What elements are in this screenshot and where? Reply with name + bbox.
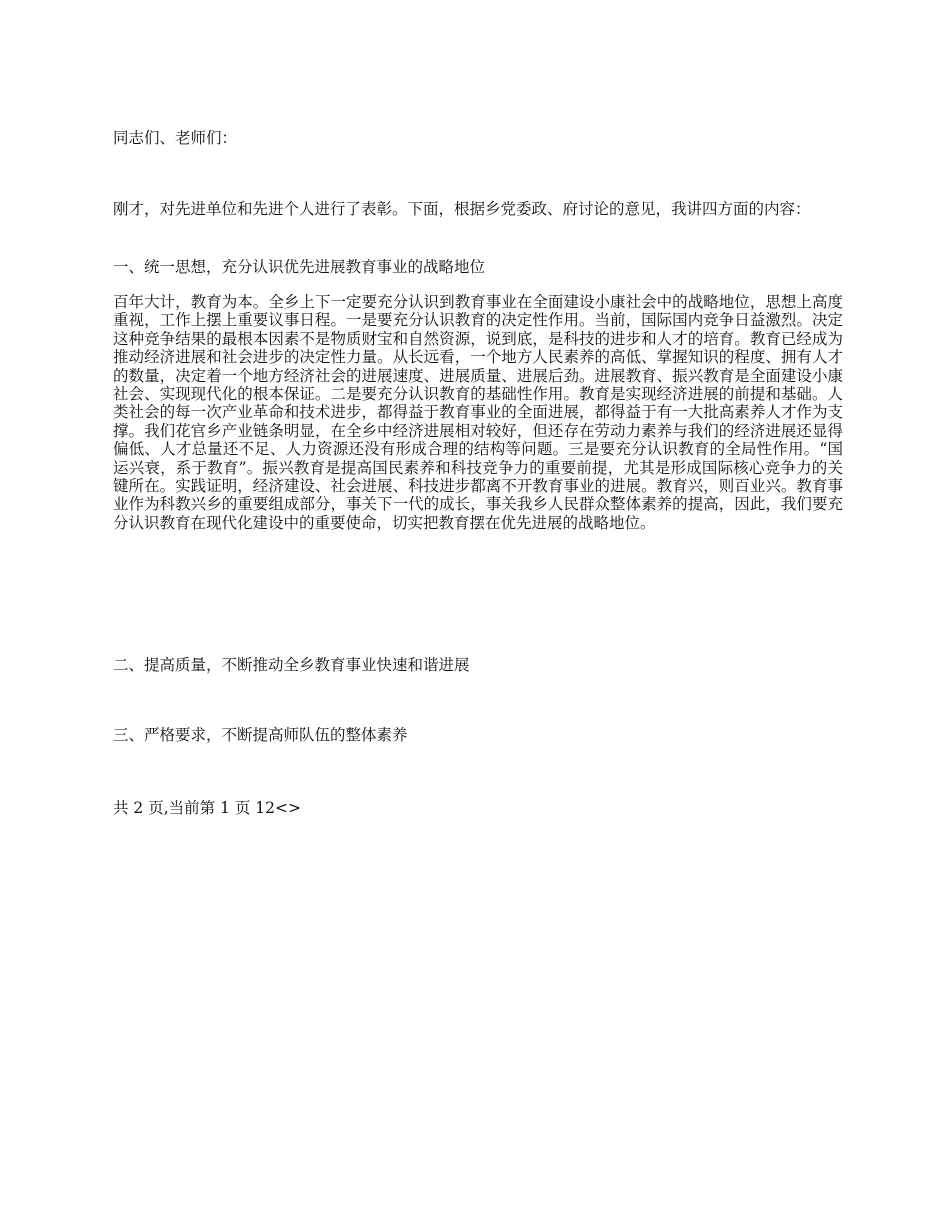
page-2-link[interactable]: 2 <box>265 799 276 817</box>
page-1-link[interactable]: 1 <box>255 799 266 817</box>
section-1-body: 百年大计，教育为本。全乡上下一定要充分认识到教育事业在全面建设小康社会中的战略地位，思想上高度重视，工作上摆上重要议事日程。一是要充分认识教育的决定性作用。当前，国际国内竞争日益激烈。决定这种竞争结果的最根本因素不是物质财宝和自然资源，说到底，是科技的进步和人才的培育。教育已经成为推动经济进展和社会进步的决定性力量。从长远看，一个地方人民素养的高低、掌握知识的程度、拥有人才的数量，决定着一个地方经济社会的进展速度、进展质量、进展后劲。进展教育、振兴教育是全面建设小康社会、实现现代化的根本保证。二是要充分认识教育的基础性作用。教育是实现经济进展的前提和基础。人类社会的每一次产业革命和技术进步，都得益于教育事业的全面进展，都得益于有一大批高素养人才作为支撑。我们花官乡产业链条明显，在全乡中经济进展相对较好，但还存在劳动力素养与我们的经济进展还显得偏低、人才总量还不足、人力资源还没有形成合理的结构等问题。三是要充分认识教育的全局性作用。“国运兴衰，系于教育”。振兴教育是提高国民素养和科技竞争力的重要前提，尤其是形成国际核心竞争力的关键所在。实践证明，经济建设、社会进展、科技进步都离不开教育事业的进展。教育兴，则百业兴。教育事业作为科教兴乡的重要组成部分，事关下一代的成长，事关我乡人民群众整体素养的提高，因此，我们要充分认识教育在现代化建设中的重要使命，切实把教育摆在优先进展的战略地位。 <box>113 293 843 532</box>
section-2-heading: 二、提高质量，不断推动全乡教育事业快速和谐进展 <box>113 656 470 674</box>
section-1-heading: 一、统一思想，充分认识优先进展教育事业的战略地位 <box>113 258 486 276</box>
section-3-heading: 三、严格要求，不断提高师队伍的整体素养 <box>113 726 408 744</box>
prev-page-link[interactable]: < <box>275 799 289 817</box>
pagination-summary: 共 2 页,当前第 1 页 <box>113 799 256 817</box>
pagination <box>113 799 843 817</box>
next-page-link[interactable]: > <box>288 799 302 817</box>
greeting: 同志们、老师们： <box>113 129 238 147</box>
intro-paragraph: 刚才，对先进单位和先进个人进行了表彰。下面，根据乡党委政、府讨论的意见，我讲四方面的内容： <box>113 200 811 218</box>
